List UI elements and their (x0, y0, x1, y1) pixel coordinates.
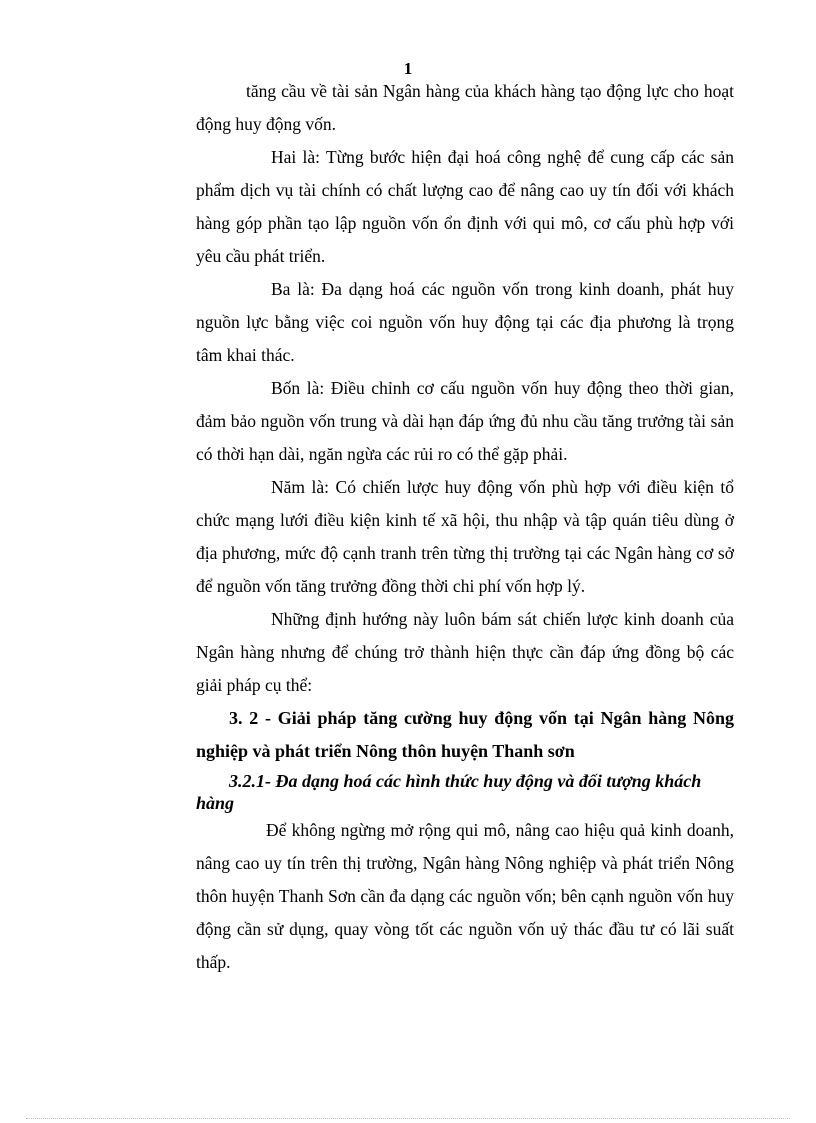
paragraph-de-khong-ngung: Để không ngừng mở rộng qui mô, nâng cao hiệu quả kinh doanh, nâng cao uy tín trên thị trường, Ngân hàng Nông nghiệp và phát triển Nông thôn huyện Thanh Sơn cần đa dạng các nguồn vốn; bên cạnh nguồn vốn huy động cần sử dụng, quay vòng tốt các nguồn vốn uỷ thác đầu tư có lãi suất thấp. (196, 820, 734, 972)
paragraph-hai-la: Hai là: Từng bước hiện đại hoá công nghệ để cung cấp các sản phẩm dịch vụ tài chính có chất lượng cao để nâng cao uy tín đối với khách hàng góp phần tạo lập nguồn vốn ổn định với qui mô, cơ cấu phù hợp với yêu cầu phát triển. (196, 147, 734, 266)
footer-divider (26, 1118, 790, 1119)
paragraph-continuation: tăng cầu về tài sản Ngân hàng của khách hàng tạo động lực cho hoạt động huy động vốn. (196, 81, 734, 134)
section-heading-3-2: 3. 2 - Giải pháp tăng cường huy động vốn tại Ngân hàng Nông nghiệp và phát triển Nông thôn huyện Thanh sơn (196, 708, 734, 761)
paragraph-bon-la: Bốn là: Điều chỉnh cơ cấu nguồn vốn huy động theo thời gian, đảm bảo nguồn vốn trung và dài hạn đáp ứng đủ nhu cầu tăng trưởng tài sản có thời hạn dài, ngăn ngừa các rủi ro có thể gặp phải. (196, 378, 734, 464)
document-body (196, 75, 734, 979)
subsection-heading-3-2-1: 3.2.1- Đa dạng hoá các hình thức huy động và đối tượng khách hàng (196, 771, 702, 813)
page-number: 1 (403, 59, 413, 78)
paragraph-nhung-dinh-huong: Những định hướng này luôn bám sát chiến lược kinh doanh của Ngân hàng nhưng để chúng trở thành hiện thực cần đáp ứng đồng bộ các giải pháp cụ thể: (196, 609, 734, 695)
paragraph-nam-la: Năm là: Có chiến lược huy động vốn phù hợp với điều kiện tổ chức mạng lưới điều kiện kinh tế xã hội, thu nhập và tập quán tiêu dùng ở địa phương, mức độ cạnh tranh trên từng thị trường tại các Ngân hàng cơ sở để nguồn vốn tăng trưởng đồng thời chi phí vốn hợp lý. (196, 477, 734, 596)
paragraph-ba-la: Ba là: Đa dạng hoá các nguồn vốn trong kinh doanh, phát huy nguồn lực bằng việc coi nguồn vốn huy động tại các địa phương là trọng tâm khai thác. (196, 279, 734, 365)
